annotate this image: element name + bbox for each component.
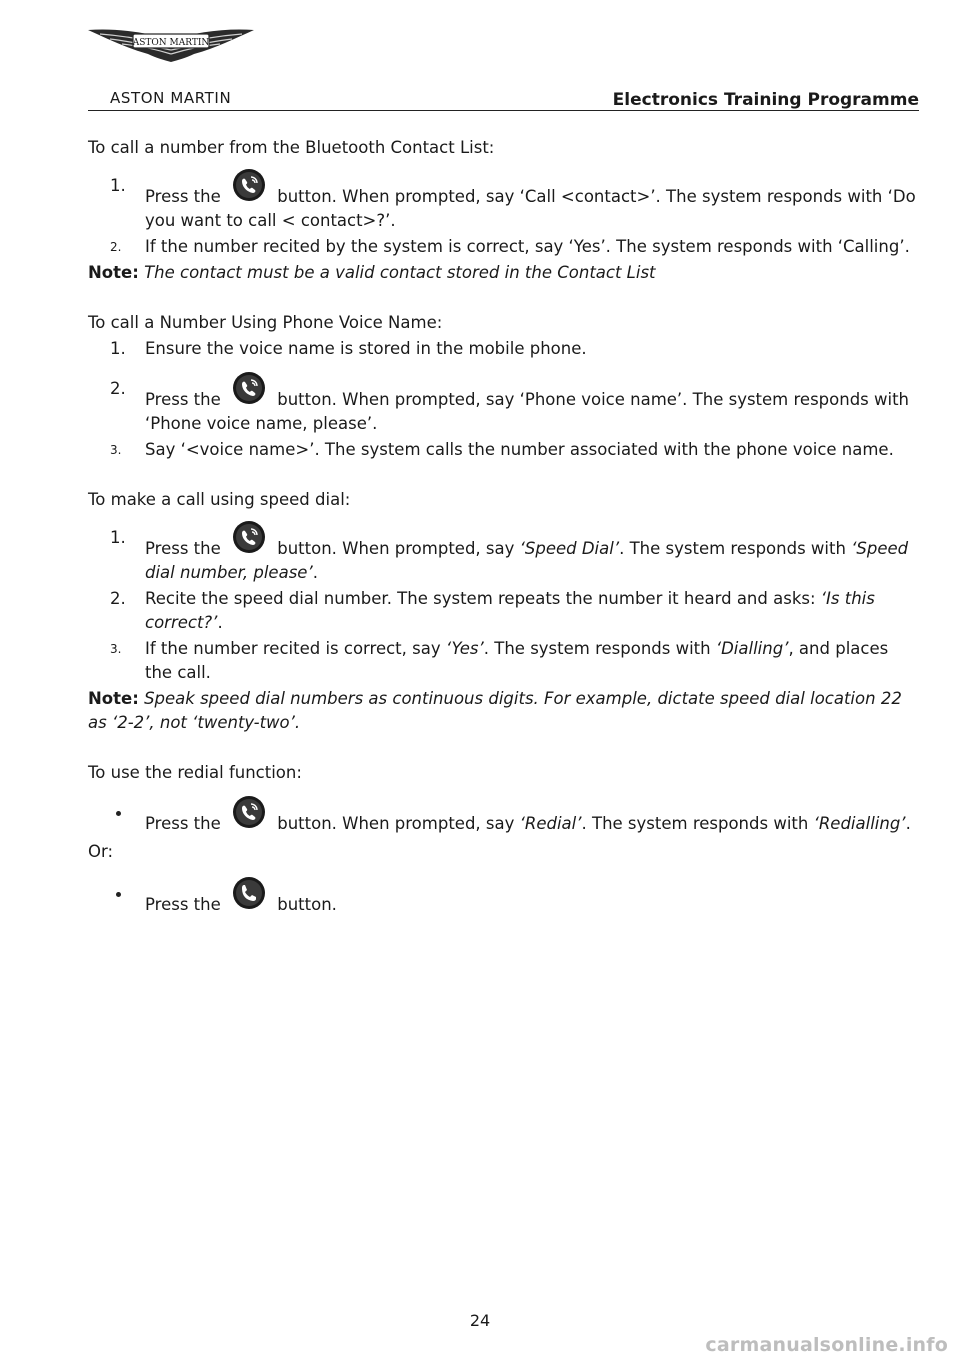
- section-heading: To call a number from the Bluetooth Contact List:: [88, 138, 495, 157]
- list-item: [88, 235, 918, 259]
- section-heading: To make a call using speed dial:: [88, 490, 351, 509]
- step-text: . The system responds with: [483, 639, 711, 658]
- step-text: Press the: [145, 390, 221, 409]
- step-text: . The system responds with: [581, 814, 809, 833]
- list-item: [88, 438, 918, 462]
- quoted-phrase: ‘Yes’: [445, 639, 484, 658]
- watermark: carmanualsonline.info: [705, 1334, 948, 1356]
- note: [88, 261, 918, 285]
- brand-wordmark: ASTON MARTIN: [110, 89, 232, 107]
- quoted-phrase: ‘Redialling’: [813, 814, 906, 833]
- section-voice-name: [88, 311, 918, 462]
- quoted-phrase: ‘Speed Dial’: [519, 539, 620, 558]
- section-contact-list: [88, 136, 918, 285]
- step-text: button.: [277, 895, 337, 914]
- step-text: .: [217, 613, 223, 632]
- voice-command-icon: [232, 520, 266, 554]
- list-item: [88, 337, 918, 361]
- step-text: If the number recited by the system is correct, say ‘Yes’. The system responds with ‘Calling’.: [145, 237, 910, 256]
- page-number: 24: [469, 1311, 491, 1330]
- list-item: [88, 174, 918, 233]
- document-title: Electronics Training Programme: [612, 90, 919, 110]
- note-label: Note:: [88, 263, 139, 282]
- step-number: 2.: [110, 379, 126, 398]
- quoted-phrase: ‘Redial’: [519, 814, 582, 833]
- step-number: 3.: [110, 443, 122, 457]
- step-number: 1.: [110, 528, 126, 547]
- quoted-phrase: ‘Dialling’: [715, 639, 789, 658]
- step-number: 2.: [110, 589, 126, 608]
- bullet-dot: [116, 892, 121, 897]
- step-text: Say ‘<voice name>’. The system calls the number associated with the phone voice name.: [145, 440, 894, 459]
- quoted-phrase: ‘Speed dial number, please’: [145, 539, 909, 582]
- step-text: button. When prompted, say ‘Call <contact>’. The system responds with ‘Do you want to call < contact>?’.: [145, 187, 916, 230]
- logo-text: ASTON MARTIN: [132, 38, 210, 48]
- step-text: button. When prompted, say ‘Phone voice name’. The system responds with ‘Phone voice name, please’.: [145, 390, 910, 433]
- step-number: 3.: [110, 642, 122, 656]
- document-body: [88, 136, 918, 943]
- step-text: Press the: [145, 895, 221, 914]
- voice-command-icon: [232, 371, 266, 405]
- step-number: 2.: [110, 240, 122, 254]
- step-number: 1.: [110, 176, 126, 195]
- step-text: .: [905, 814, 911, 833]
- step-text: Press the: [145, 539, 221, 558]
- step-text: , and places the call.: [145, 639, 889, 682]
- header-divider: [88, 110, 919, 111]
- voice-command-icon: [232, 168, 266, 202]
- note-label: Note:: [88, 689, 139, 708]
- step-text: button. When prompted, say: [277, 539, 515, 558]
- list-item: [88, 882, 918, 917]
- voice-command-icon: [232, 795, 266, 829]
- step-text: Recite the speed dial number. The system repeats the number it heard and asks:: [145, 589, 816, 608]
- step-text: Press the: [145, 187, 221, 206]
- note: [88, 687, 918, 735]
- step-text: Ensure the voice name is stored in the mobile phone.: [145, 339, 587, 358]
- or-label: Or:: [88, 842, 114, 861]
- step-text: . The system responds with: [619, 539, 846, 558]
- step-text: If the number recited is correct, say: [145, 639, 441, 658]
- list-item: [88, 637, 918, 685]
- note-text: The contact must be a valid contact stored in the Contact List: [144, 263, 656, 282]
- step-text: Press the: [145, 814, 221, 833]
- bullet-dot: [116, 811, 121, 816]
- step-text: button. When prompted, say: [277, 814, 515, 833]
- step-number: 1.: [110, 339, 126, 358]
- section-redial: [88, 761, 918, 917]
- step-text: .: [312, 563, 318, 582]
- list-item: [88, 801, 918, 836]
- list-item: [88, 377, 918, 436]
- quoted-phrase: ‘Is this correct?’: [145, 589, 875, 632]
- section-speed-dial: [88, 488, 918, 735]
- section-heading: To use the redial function:: [88, 763, 302, 782]
- list-item: [88, 526, 918, 585]
- note-text: Speak speed dial numbers as continuous digits. For example, dictate speed dial location 22 as ‘2-2’, not ‘twenty-two’.: [88, 689, 902, 732]
- list-item: [88, 587, 918, 635]
- page-header: [0, 0, 960, 112]
- phone-handset-icon: [232, 876, 266, 910]
- aston-martin-wings-logo: [86, 24, 256, 74]
- section-heading: To call a Number Using Phone Voice Name:: [88, 313, 443, 332]
